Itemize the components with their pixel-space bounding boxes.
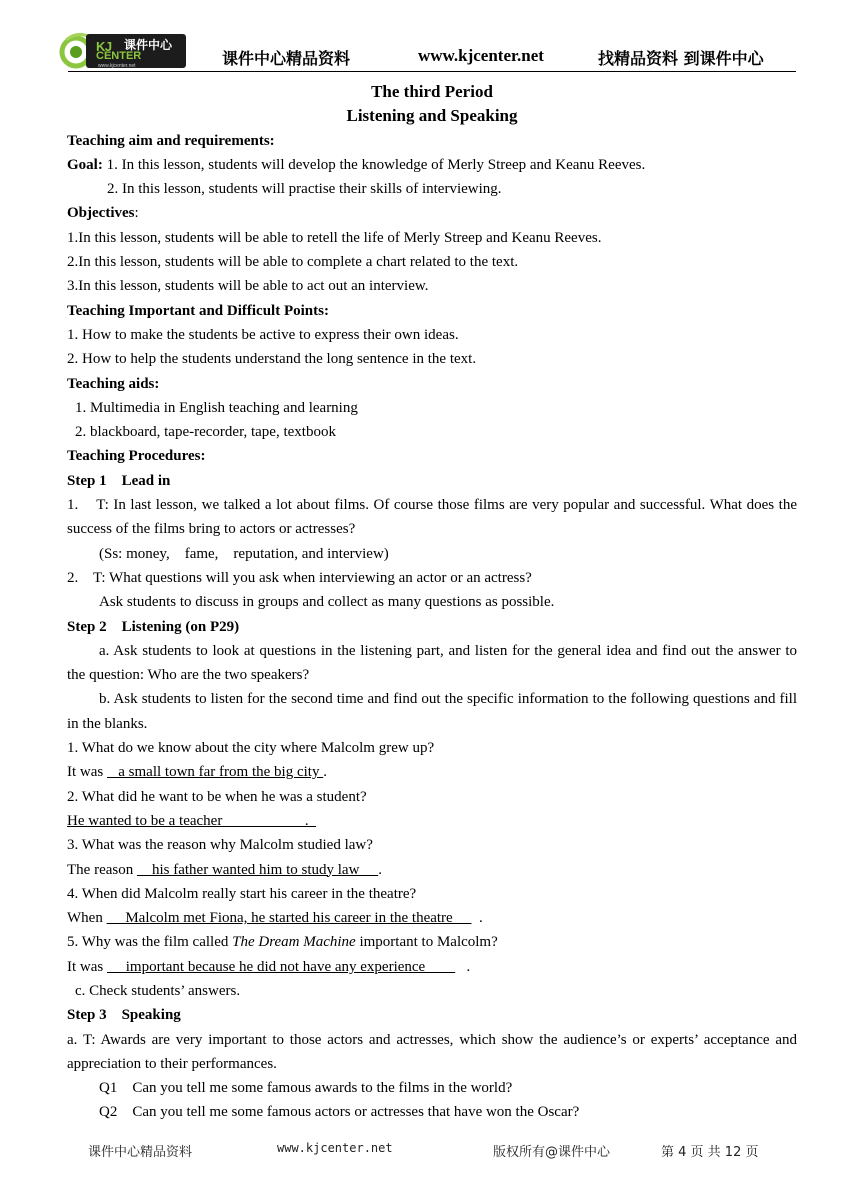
page-subtitle: Listening and Speaking (346, 106, 518, 126)
answer-4-prefix: When (67, 910, 107, 927)
logo-url-text: www.kjcenter.net (98, 63, 136, 69)
point-1: 1. How to make the students be active to express their own ideas. (67, 326, 459, 343)
answer-3: his father wanted him to study law (136, 861, 379, 878)
header-left-text: 课件中心精品资料 (222, 49, 351, 68)
answer-1: a small town far from the big city (107, 764, 324, 781)
step1-item-2: 2. T: What questions will you ask when interviewing an actor or an actress? (67, 569, 532, 586)
answer-4-line (67, 906, 797, 930)
objective-3: 3.In this lesson, students will be able to act out an interview. (67, 278, 429, 295)
answer-5: important because he did not have any experience (107, 958, 456, 975)
step3-question-1: Q1 Can you tell me some famous awards to the films in the world? (99, 1080, 513, 1097)
objectives-colon: : (134, 205, 139, 222)
question-5 (67, 930, 797, 954)
logo-chinese-text: 课件中心 (124, 38, 173, 52)
step1-item-2-instruction: Ask students to discuss in groups and collect as many questions as possible. (99, 594, 555, 611)
logo-kj-text: KJ (96, 39, 112, 54)
aids-heading: Teaching aids: (67, 375, 160, 392)
question-2: 2. What did he want to be when he was a student? (67, 788, 367, 805)
step1-students-answer: (Ss: money, fame, reputation, and interview) (99, 545, 389, 562)
answer-2-line (67, 809, 797, 833)
footer-copyright: 版权所有@课件中心 (493, 1145, 611, 1160)
page-header (58, 22, 796, 74)
step3-part-a: a. T: Awards are very important to those actors and actresses, which show the audience’s or experts’ acceptance and appreciation to their performances. (67, 1031, 797, 1072)
aid-1: 1. Multimedia in English teaching and learning (75, 399, 358, 416)
header-rule (68, 71, 796, 72)
step1-heading: Step 1 Lead in (67, 472, 171, 489)
aid-2: 2. blackboard, tape-recorder, tape, textbook (75, 424, 336, 441)
objective-1: 1.In this lesson, students will be able to retell the life of Merly Streep and Keanu Reeves. (67, 229, 602, 246)
objective-2: 2.In this lesson, students will be able to complete a chart related to the text. (67, 254, 519, 271)
step1-item-1: 1. T: In last lesson, we talked a lot about films. Of course those films are very popular and successful. What does the success of the films bring to actors or actresses? (67, 497, 801, 538)
question-5-suffix: important to Malcolm? (355, 934, 498, 951)
answer-3-prefix: The reason (67, 861, 137, 878)
footer-url: www.kjcenter.net (277, 1141, 393, 1155)
answer-1-line (67, 760, 797, 784)
goal-label: Goal: (67, 156, 103, 173)
film-title: The Dream Machine (232, 934, 356, 951)
header-url: www.kjcenter.net (418, 46, 544, 65)
goal-1-text: 1. In this lesson, students will develop the knowledge of Merly Streep and Keanu Reeves. (102, 156, 646, 173)
procedures-heading: Teaching Procedures: (67, 448, 206, 465)
answer-2: He wanted to be a teacher . (67, 812, 317, 829)
lesson-plan-body (67, 80, 801, 1125)
goal-line-1 (67, 153, 797, 177)
answer-5-suffix: . (455, 958, 471, 975)
points-heading: Teaching Important and Difficult Points: (67, 302, 329, 319)
header-right-text: 找精品资料 到课件中心 (598, 49, 764, 68)
footer-left-text: 课件中心精品资料 (88, 1145, 193, 1160)
objectives-heading (67, 201, 797, 225)
step2-part-b: b. Ask students to listen for the second time and find out the specific information to the following questions and fill in the blanks. (67, 691, 797, 732)
step2-part-c: c. Check students’ answers. (75, 982, 241, 999)
point-2: 2. How to help the students understand the long sentence in the text. (67, 351, 477, 368)
question-3: 3. What was the reason why Malcolm studied law? (67, 837, 373, 854)
page-title: The third Period (371, 82, 493, 101)
answer-3-line (67, 858, 797, 882)
question-5-prefix: 5. Why was the film called (67, 934, 233, 951)
question-1: 1. What do we know about the city where Malcolm grew up? (67, 740, 435, 757)
question-4: 4. When did Malcolm really start his career in the theatre? (67, 885, 417, 902)
step2-heading: Step 2 Listening (on P29) (67, 618, 240, 635)
step3-question-2: Q2 Can you tell me some famous actors or actresses that have won the Oscar? (99, 1104, 580, 1121)
step2-part-a: a. Ask students to look at questions in the listening part, and listen for the general idea and find out the answer to the question: Who are the two speakers? (67, 642, 797, 684)
answer-1-suffix: . (323, 764, 327, 781)
answer-5-prefix: It was (67, 958, 107, 975)
answer-1-prefix: It was (67, 764, 107, 781)
aim-heading: Teaching aim and requirements: (67, 132, 275, 149)
answer-5-line (67, 955, 797, 979)
goal-line-2: 2. In this lesson, students will practise their skills of interviewing. (107, 181, 502, 198)
objectives-label: Objectives (67, 205, 135, 222)
page-number: 第 4 页 共 12 页 (661, 1145, 759, 1160)
step3-heading: Step 3 Speaking (67, 1007, 181, 1024)
answer-4-suffix: . (471, 910, 483, 927)
logo-center-text: CENTER (96, 50, 142, 62)
kjcenter-logo (58, 30, 188, 70)
answer-4: Malcolm met Fiona, he started his career in the theatre (106, 910, 472, 927)
answer-3-suffix: . (378, 861, 382, 878)
